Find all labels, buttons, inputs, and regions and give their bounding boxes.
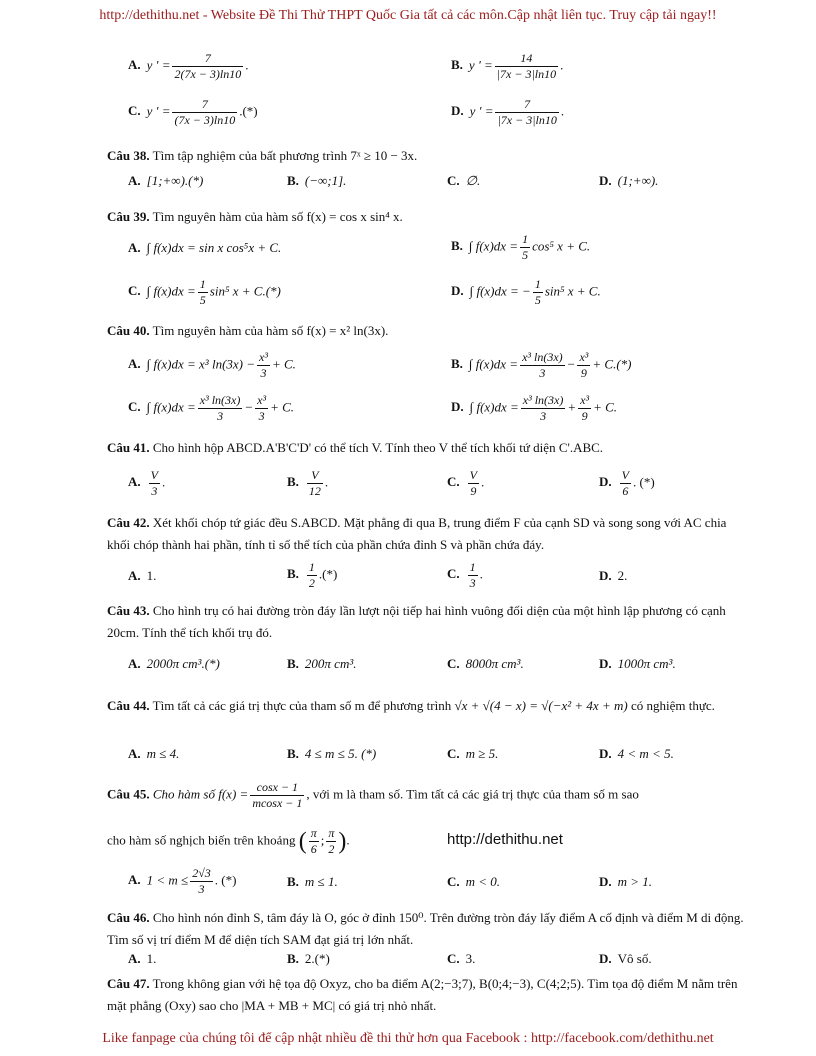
q45-option-d[interactable] bbox=[599, 874, 652, 890]
option-text: m ≤ 1. bbox=[304, 874, 338, 889]
q41-option-a[interactable] bbox=[128, 468, 165, 499]
q46-option-b[interactable] bbox=[287, 951, 330, 967]
q41-option-c[interactable] bbox=[447, 468, 484, 499]
denominator: 3 bbox=[257, 365, 270, 381]
option-letter: C. bbox=[128, 103, 141, 119]
option-letter: A. bbox=[128, 57, 141, 73]
q44-option-c[interactable] bbox=[447, 746, 498, 762]
option-letter: A. bbox=[128, 746, 141, 761]
fraction bbox=[250, 780, 304, 811]
q37-option-a[interactable] bbox=[128, 51, 248, 82]
q39-option-a[interactable] bbox=[128, 240, 281, 256]
option-text: (1;+∞). bbox=[617, 173, 659, 188]
option-prefix: ∫ f(x)dx = bbox=[468, 356, 519, 372]
option-letter: C. bbox=[128, 283, 141, 299]
q38-option-b[interactable] bbox=[287, 173, 346, 189]
denominator: 6 bbox=[309, 841, 319, 857]
paren-right: ) bbox=[338, 828, 347, 855]
q44-option-d[interactable] bbox=[599, 746, 674, 762]
option-letter: C. bbox=[128, 399, 141, 415]
option-text: 4 ≤ m ≤ 5. (*) bbox=[304, 746, 377, 761]
question-text: Tìm nguyên hàm của hàm số f(x) = cos x sin⁴ x. bbox=[152, 209, 403, 224]
tail: . (*) bbox=[632, 474, 655, 490]
option-letter: C. bbox=[447, 951, 460, 966]
q39-option-d[interactable] bbox=[451, 277, 601, 308]
option-text: 2000π cm³.(*) bbox=[146, 656, 220, 671]
q37-option-d[interactable] bbox=[451, 97, 564, 128]
option-text: 1000π cm³. bbox=[617, 656, 676, 671]
q43-option-b[interactable] bbox=[287, 656, 357, 672]
denominator: 3 bbox=[469, 576, 476, 590]
q44-option-a[interactable] bbox=[128, 746, 179, 762]
option-text: m ≤ 4. bbox=[146, 746, 180, 761]
numerator: π bbox=[328, 826, 335, 840]
q40-option-c[interactable] bbox=[128, 393, 294, 424]
option-suffix: + C. bbox=[271, 356, 296, 372]
q39-option-b[interactable] bbox=[451, 232, 590, 263]
option-text: 4 < m < 5. bbox=[617, 746, 674, 761]
numerator: π bbox=[310, 826, 317, 840]
denominator: 5 bbox=[199, 293, 206, 307]
fraction bbox=[149, 468, 160, 499]
numerator: x³ ln(3x) bbox=[522, 350, 563, 364]
denominator: 3 bbox=[520, 365, 565, 381]
question-41 bbox=[107, 437, 752, 459]
option-text: 2.(*) bbox=[304, 951, 330, 966]
denominator: 5 bbox=[534, 293, 541, 307]
numerator: x³ ln(3x) bbox=[522, 393, 564, 407]
option-letter: C. bbox=[447, 656, 460, 671]
option-letter: B. bbox=[451, 356, 463, 372]
question-label: Câu 41. bbox=[107, 440, 150, 455]
denominator: 2(7x − 3)ln10 bbox=[174, 67, 242, 81]
fraction bbox=[495, 51, 558, 82]
option-text: 1. bbox=[146, 951, 157, 966]
question-label: Câu 39. bbox=[107, 209, 150, 224]
option-text: Vô số. bbox=[617, 951, 652, 966]
q37-option-b[interactable] bbox=[451, 51, 563, 82]
option-suffix: sin⁵ x + C. bbox=[544, 283, 601, 299]
option-prefix: ∫ f(x)dx = bbox=[146, 283, 196, 299]
fraction bbox=[309, 826, 319, 857]
option-letter: D. bbox=[599, 746, 612, 761]
operator: + bbox=[567, 399, 577, 415]
option-prefix: ∫ f(x)dx = bbox=[468, 238, 519, 254]
q45-option-c[interactable] bbox=[447, 874, 500, 890]
option-text: m < 0. bbox=[465, 874, 501, 889]
fraction bbox=[468, 468, 479, 499]
question-label: Câu 47. bbox=[107, 976, 150, 991]
lhs: y ' = bbox=[469, 103, 494, 119]
q42-option-d[interactable] bbox=[599, 568, 627, 584]
option-letter: B. bbox=[287, 746, 299, 761]
fraction bbox=[520, 232, 530, 263]
option-prefix: ∫ f(x)dx = bbox=[469, 399, 519, 415]
operator: − bbox=[566, 356, 576, 372]
option-letter: B. bbox=[287, 566, 299, 582]
option-letter: C. bbox=[447, 746, 460, 761]
q42-option-a[interactable] bbox=[128, 568, 156, 584]
tail: . bbox=[245, 57, 249, 73]
question-label: Câu 40. bbox=[107, 323, 150, 338]
denominator: |7x − 3|ln10 bbox=[497, 113, 557, 127]
q46-option-c[interactable] bbox=[447, 951, 475, 967]
option-suffix: + C. bbox=[593, 399, 618, 415]
fraction bbox=[577, 350, 590, 381]
option-letter: A. bbox=[128, 240, 141, 255]
option-letter: D. bbox=[451, 399, 464, 415]
option-text: 1. bbox=[146, 568, 157, 583]
question-45 bbox=[107, 780, 752, 811]
tail: . (*) bbox=[214, 872, 237, 888]
numerator: 1 bbox=[522, 232, 529, 246]
operator: − bbox=[244, 399, 254, 415]
fraction bbox=[326, 826, 336, 857]
option-letter: B. bbox=[287, 474, 299, 490]
q45-option-b[interactable] bbox=[287, 874, 338, 890]
option-suffix: sin⁵ x + C.(*) bbox=[209, 283, 281, 299]
numerator: 1 bbox=[469, 560, 476, 574]
denominator: 2 bbox=[326, 841, 336, 857]
question-47 bbox=[107, 973, 752, 1017]
q40-option-a[interactable] bbox=[128, 350, 296, 381]
q38-option-a[interactable] bbox=[128, 173, 203, 189]
denominator: 6 bbox=[620, 483, 631, 499]
question-label: Câu 44. bbox=[107, 698, 150, 713]
fraction bbox=[520, 350, 565, 381]
q45-option-a[interactable] bbox=[128, 866, 236, 897]
question-label: Câu 43. bbox=[107, 603, 150, 618]
question-text: Xét khối chóp tứ giác đều S.ABCD. Mặt phẳng đi qua B, trung điểm F của cạnh SD và song song với AC chia khối chóp thành hai phần, tính tỉ số thể tích của phần chứa đỉnh S và phần chứa đáy. bbox=[107, 515, 727, 552]
q40-option-b[interactable] bbox=[451, 350, 631, 381]
option-text: ∅. bbox=[465, 173, 481, 188]
option-prefix: ∫ f(x)dx = bbox=[146, 399, 196, 415]
question-text: , với m là tham số. Tìm tất cả các giá trị thực của tham số m sao bbox=[306, 786, 639, 802]
q41-option-b[interactable] bbox=[287, 468, 328, 499]
q41-option-d[interactable] bbox=[599, 468, 655, 499]
fraction bbox=[307, 560, 317, 591]
denominator: 3 bbox=[521, 408, 566, 424]
question-text: cho hàm số nghịch biến trên khoảng bbox=[107, 832, 296, 848]
q43-option-a[interactable] bbox=[128, 656, 220, 672]
tail: . bbox=[479, 566, 483, 582]
q43-option-c[interactable] bbox=[447, 656, 524, 672]
option-letter: B. bbox=[451, 238, 463, 254]
q38-option-d[interactable] bbox=[599, 173, 658, 189]
option-text: m > 1. bbox=[617, 874, 653, 889]
denominator: 3 bbox=[198, 408, 243, 424]
option-letter: A. bbox=[128, 656, 141, 671]
denominator: 9 bbox=[577, 365, 590, 381]
numerator: x³ ln(3x) bbox=[199, 393, 241, 407]
footer-banner[interactable]: Like fanpage của chúng tôi để cập nhật nhiều đề thi thử hơn qua Facebook : http://facebook.com/dethithu.net bbox=[102, 1031, 714, 1046]
option-letter: A. bbox=[128, 951, 141, 966]
tail: .(*) bbox=[318, 566, 338, 582]
question-43 bbox=[107, 600, 752, 644]
q46-option-d[interactable] bbox=[599, 951, 652, 967]
fraction bbox=[578, 393, 591, 424]
q42-option-c[interactable] bbox=[447, 560, 483, 591]
fraction bbox=[620, 468, 631, 499]
option-letter: B. bbox=[287, 951, 299, 966]
question-text: Tìm tất cả các giá trị thực của tham số m để phương trình bbox=[152, 698, 452, 713]
option-text: [1;+∞).(*) bbox=[146, 173, 204, 188]
numerator: V bbox=[621, 468, 629, 482]
lhs: y ' = bbox=[146, 57, 171, 73]
tail: . bbox=[346, 832, 350, 848]
option-text: 8000π cm³. bbox=[465, 656, 524, 671]
question-42 bbox=[107, 512, 752, 556]
denominator: mcosx − 1 bbox=[252, 796, 303, 810]
numerator: 1 bbox=[308, 560, 315, 574]
q39-option-c[interactable] bbox=[128, 277, 281, 308]
q37-option-c[interactable] bbox=[128, 97, 258, 128]
equation: √x + √(4 − x) = √(−x² + 4x + m) bbox=[454, 698, 628, 713]
fraction bbox=[495, 97, 558, 128]
numerator: V bbox=[469, 468, 477, 482]
option-letter: C. bbox=[447, 566, 460, 582]
denominator: 2 bbox=[308, 576, 315, 590]
question-label: Câu 45. bbox=[107, 786, 150, 802]
q38-option-c[interactable] bbox=[447, 173, 480, 189]
header-banner[interactable]: http://dethithu.net - Website Đề Thi Thử THPT Quốc Gia tất cả các môn.Cập nhật liên tục. Truy cập tải ngay!! bbox=[99, 8, 717, 23]
fraction bbox=[190, 866, 213, 897]
question-text: Tìm nguyên hàm của hàm số f(x) = x² ln(3x). bbox=[152, 323, 389, 338]
numerator: x³ bbox=[580, 393, 590, 407]
question-text: Cho hình hộp ABCD.A'B'C'D' có thể tích V. Tính theo V thể tích khối tứ diện C'.ABC. bbox=[152, 440, 604, 455]
denominator: 12 bbox=[308, 484, 321, 498]
option-letter: A. bbox=[128, 568, 141, 583]
q44-option-b[interactable] bbox=[287, 746, 376, 762]
fraction bbox=[257, 350, 270, 381]
denominator: 3 bbox=[255, 408, 268, 424]
option-letter: A. bbox=[128, 872, 141, 888]
lhs: y ' = bbox=[146, 103, 171, 119]
option-letter: B. bbox=[287, 874, 299, 889]
option-letter: D. bbox=[599, 951, 612, 966]
fraction bbox=[533, 277, 543, 308]
option-letter: D. bbox=[451, 103, 464, 119]
option-letter: C. bbox=[447, 874, 460, 889]
denominator: 5 bbox=[522, 248, 529, 262]
paren-left: ( bbox=[298, 828, 307, 855]
option-suffix: + C.(*) bbox=[592, 356, 632, 372]
tail: . bbox=[324, 474, 329, 490]
question-text: Tìm tập nghiệm của bất phương trình 7ˣ ≥ 10 − 3x. bbox=[152, 148, 418, 163]
lhs: y ' = bbox=[468, 57, 493, 73]
denominator: 3 bbox=[190, 881, 213, 897]
tail: . bbox=[480, 474, 485, 490]
option-letter: D. bbox=[599, 474, 612, 490]
numerator: 1 bbox=[534, 277, 541, 291]
numerator: 7 bbox=[204, 51, 211, 65]
q42-option-b[interactable] bbox=[287, 560, 337, 591]
question-text: Cho hình nón đỉnh S, tâm đáy là O, góc ở đỉnh 150⁰. Trên đường tròn đáy lấy điểm A cố định và điểm M di động. Tìm số vị trí điểm M để diện tích SAM đạt giá trị lớn nhất. bbox=[107, 910, 744, 947]
option-letter: C. bbox=[447, 173, 460, 188]
option-text: m ≥ 5. bbox=[465, 746, 499, 761]
tail: .(*) bbox=[239, 103, 258, 119]
option-letter: D. bbox=[599, 874, 612, 889]
tail: . bbox=[161, 474, 166, 490]
numerator: 1 bbox=[199, 277, 206, 291]
denominator: 9 bbox=[468, 483, 479, 499]
denominator: 9 bbox=[578, 408, 591, 424]
question-39 bbox=[107, 206, 752, 228]
fraction bbox=[172, 97, 237, 128]
tail: . bbox=[560, 57, 564, 73]
option-text: (−∞;1]. bbox=[304, 173, 347, 188]
option-letter: D. bbox=[599, 173, 612, 188]
option-text: 3. bbox=[465, 951, 476, 966]
question-38 bbox=[107, 145, 752, 167]
option-prefix: ∫ f(x)dx = x³ ln(3x) − bbox=[146, 356, 256, 372]
question-label: Câu 38. bbox=[107, 148, 150, 163]
q43-option-d[interactable] bbox=[599, 656, 676, 672]
question-label: Câu 42. bbox=[107, 515, 150, 530]
numerator: 14 bbox=[520, 51, 533, 65]
numerator: 7 bbox=[524, 97, 531, 111]
question-44 bbox=[107, 695, 752, 717]
fraction bbox=[468, 560, 478, 591]
fraction bbox=[172, 51, 243, 82]
denominator: (7x − 3)ln10 bbox=[174, 113, 236, 127]
numerator: V bbox=[150, 468, 158, 482]
question-text: Cho hình trụ có hai đường tròn đáy lần lượt nội tiếp hai hình vuông đối diện của một hình lập phương có cạnh 20cm. Tính thể tích khối trụ đó. bbox=[107, 603, 726, 640]
option-letter: D. bbox=[599, 656, 612, 671]
numerator: V bbox=[311, 468, 319, 482]
numerator: cosx − 1 bbox=[256, 780, 299, 794]
question-45-line2: cho hàm số nghịch biến trên khoảng ( $\frac{\pi}{6}$ ; $\frac{\pi}{2}$ ). bbox=[107, 826, 350, 856]
option-letter: B. bbox=[287, 656, 299, 671]
q46-option-a[interactable] bbox=[128, 951, 156, 967]
option-text: 200π cm³. bbox=[304, 656, 357, 671]
option-suffix: + C. bbox=[270, 399, 295, 415]
denominator: 3 bbox=[149, 483, 160, 499]
numerator: x³ bbox=[579, 350, 589, 364]
numerator: x³ bbox=[259, 350, 268, 364]
option-letter: A. bbox=[128, 474, 141, 490]
question-label: Câu 46. bbox=[107, 910, 150, 925]
numerator: 7 bbox=[201, 97, 208, 111]
option-letter: D. bbox=[599, 568, 612, 583]
option-letter: B. bbox=[287, 173, 299, 188]
question-46 bbox=[107, 907, 752, 951]
option-letter: A. bbox=[128, 173, 141, 188]
q40-option-d[interactable] bbox=[451, 393, 617, 424]
option-letter: B. bbox=[451, 57, 463, 73]
function-def: Cho hàm số f(x) = bbox=[152, 786, 249, 802]
option-suffix: cos⁵ x + C. bbox=[532, 238, 591, 254]
question-text-end: có nghiệm thực. bbox=[630, 698, 715, 713]
fraction bbox=[198, 277, 208, 308]
tail: . bbox=[560, 103, 565, 119]
denominator: |7x − 3|ln10 bbox=[496, 67, 557, 81]
option-letter: D. bbox=[451, 283, 464, 299]
option-prefix: ∫ f(x)dx = − bbox=[469, 283, 531, 299]
option-text: ∫ f(x)dx = sin x cos⁵x + C. bbox=[146, 240, 282, 255]
option-prefix: 1 < m ≤ bbox=[146, 872, 189, 888]
fraction bbox=[521, 393, 566, 424]
option-letter: A. bbox=[128, 356, 141, 372]
question-text: Trong không gian với hệ tọa độ Oxyz, cho ba điểm A(2;−3;7), B(0;4;−3), C(4;2;5). Tìm tọa độ điểm M nằm trên mặt phẳng (Oxy) sao cho |MA + MB + MC| có giá trị nhỏ nhất. bbox=[107, 976, 738, 1013]
option-letter: C. bbox=[447, 474, 460, 490]
fraction bbox=[307, 468, 323, 499]
numerator: 2√3 bbox=[192, 866, 211, 880]
fraction bbox=[255, 393, 268, 424]
fraction bbox=[198, 393, 243, 424]
watermark-link[interactable]: http://dethithu.net bbox=[447, 831, 563, 848]
numerator: x³ bbox=[257, 393, 267, 407]
question-40 bbox=[107, 320, 752, 342]
option-text: 2. bbox=[617, 568, 628, 583]
